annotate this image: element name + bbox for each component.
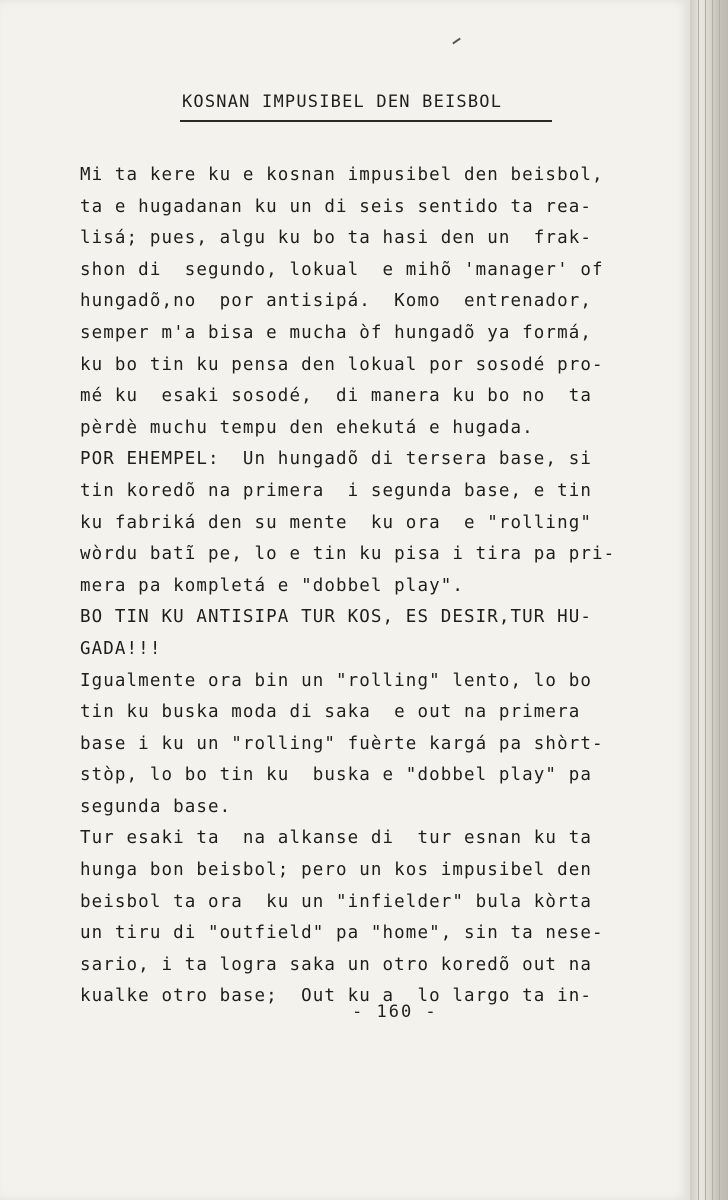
text-line: BO TIN KU ANTISIPA TUR KOS, ES DESIR,TUR HU- — [80, 607, 592, 628]
text-line: wòrdu batĩ pe, lo e tin ku pisa i tira pa pri- — [80, 544, 616, 565]
text-line: mera pa kompletá e "dobbel play". — [80, 575, 464, 596]
text-line: mé ku esaki sosodé, di manera ku bo no ta — [80, 386, 592, 407]
text-line: shon di segundo, lokual e mihõ 'manager' of — [80, 259, 604, 280]
page-stack-edge — [690, 0, 728, 1200]
text-line: base i ku un "rolling" fuèrte kargá pa shòrt- — [80, 733, 604, 754]
text-line: ta e hugadanan ku un di seis sentido ta rea- — [80, 196, 592, 217]
page-title: KOSNAN IMPUSIBEL DEN BEISBOL — [182, 92, 503, 112]
text-line: semper m'a bisa e mucha òf hungadõ ya formá, — [80, 322, 592, 343]
text-line: sario, i ta logra saka un otro koredõ out na — [80, 954, 592, 975]
text-line: GADA!!! — [80, 638, 162, 659]
body-text — [80, 160, 670, 1013]
text-line: pèrdè muchu tempu den ehekutá e hugada. — [80, 417, 534, 438]
text-line: tin koredõ na primera i segunda base, e tin — [80, 480, 592, 501]
text-line: ku bo tin ku pensa den lokual por sosodé pro- — [80, 354, 604, 375]
text-line: hungadõ,no por antisipá. Komo entrenador, — [80, 291, 592, 312]
text-line: beisbol ta ora ku un "infielder" bula kòrta — [80, 891, 592, 912]
page-number: - 160 - — [352, 1002, 438, 1022]
text-line: un tiru di "outfield" pa "home", sin ta nese- — [80, 923, 604, 944]
text-line: tin ku buska moda di saka e out na primera — [80, 702, 581, 723]
text-line: segunda base. — [80, 796, 232, 817]
text-line: Tur esaki ta na alkanse di tur esnan ku ta — [80, 828, 592, 849]
text-line: kualke otro base; Out ku a lo largo ta in- — [80, 986, 592, 1007]
title-underline — [180, 120, 552, 122]
text-line: Igualmente ora bin un "rolling" lento, lo bo — [80, 670, 592, 691]
text-line: POR EHEMPEL: Un hungadõ di tersera base, si — [80, 449, 592, 470]
text-line: Mi ta kere ku e kosnan impusibel den beisbol, — [80, 165, 604, 185]
text-line: hunga bon beisbol; pero un kos impusibel den — [80, 860, 592, 881]
text-line: lisá; pues, algu ku bo ta hasi den un frak- — [80, 228, 592, 249]
text-line: ku fabriká den su mente ku ora e "rolling" — [80, 512, 592, 533]
pencil-mark — [452, 38, 461, 45]
text-line: stòp, lo bo tin ku buska e "dobbel play" pa — [80, 765, 592, 786]
